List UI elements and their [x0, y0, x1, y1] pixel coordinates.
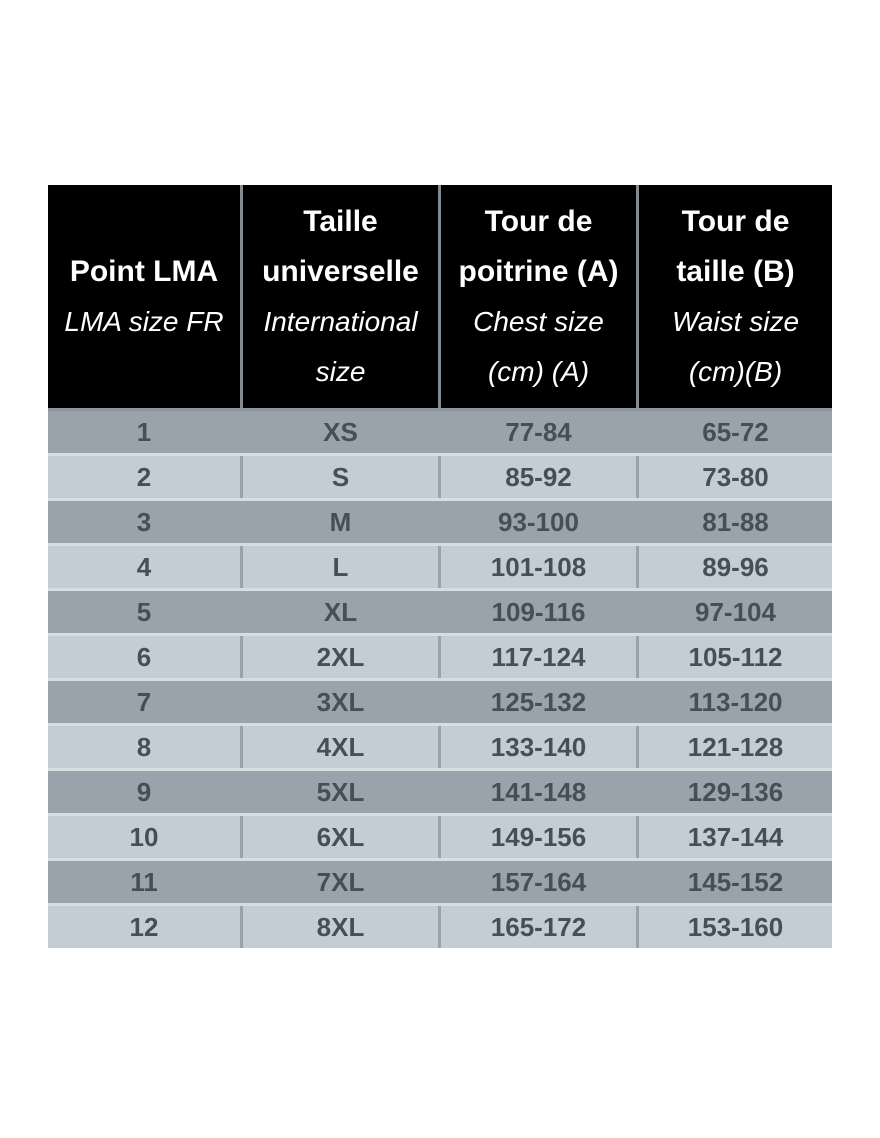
header-title-en: International size: [263, 305, 418, 387]
header-title-fr: Taille universelle: [262, 204, 419, 288]
cell-point-lma: 4: [48, 546, 240, 588]
header-title-en: Chest size (cm) (A): [473, 305, 604, 387]
table-row: [48, 411, 832, 453]
header-title-fr: Tour de poitrine (A): [458, 204, 619, 288]
cell-waist-size: 105-112: [639, 636, 832, 678]
header-title-en: LMA size FR: [64, 305, 224, 337]
header-cell-universal-size: [243, 185, 438, 408]
cell-point-lma: 10: [48, 816, 240, 858]
size-chart-table: [48, 185, 832, 948]
table-row: [48, 816, 832, 858]
table-row: [48, 681, 832, 723]
cell-point-lma: 11: [48, 861, 240, 903]
cell-waist-size: 73-80: [639, 456, 832, 498]
cell-point-lma: 6: [48, 636, 240, 678]
table-row: [48, 501, 832, 543]
cell-chest-size: 149-156: [441, 816, 636, 858]
cell-chest-size: 157-164: [441, 861, 636, 903]
cell-chest-size: 117-124: [441, 636, 636, 678]
table-row: [48, 591, 832, 633]
cell-universal-size: 2XL: [243, 636, 438, 678]
header-title-fr: Tour de taille (B): [676, 204, 795, 288]
cell-chest-size: 101-108: [441, 546, 636, 588]
cell-chest-size: 85-92: [441, 456, 636, 498]
table-row: [48, 546, 832, 588]
cell-waist-size: 137-144: [639, 816, 832, 858]
cell-universal-size: 6XL: [243, 816, 438, 858]
cell-chest-size: 165-172: [441, 906, 636, 948]
cell-waist-size: 89-96: [639, 546, 832, 588]
cell-chest-size: 77-84: [441, 411, 636, 453]
cell-point-lma: 9: [48, 771, 240, 813]
cell-point-lma: 5: [48, 591, 240, 633]
cell-point-lma: 1: [48, 411, 240, 453]
header-title-fr: Point LMA: [69, 254, 219, 288]
cell-universal-size: L: [243, 546, 438, 588]
cell-universal-size: XS: [243, 411, 438, 453]
header-cell-point-lma: [48, 185, 240, 408]
cell-waist-size: 121-128: [639, 726, 832, 768]
header-cell-waist-size: [639, 185, 832, 408]
table-body: [48, 411, 832, 948]
cell-waist-size: 65-72: [639, 411, 832, 453]
table-row: [48, 861, 832, 903]
cell-chest-size: 109-116: [441, 591, 636, 633]
cell-chest-size: 125-132: [441, 681, 636, 723]
header-title-en: Waist size (cm)(B): [671, 305, 800, 387]
table-row: [48, 636, 832, 678]
cell-waist-size: 145-152: [639, 861, 832, 903]
cell-waist-size: 129-136: [639, 771, 832, 813]
cell-universal-size: 4XL: [243, 726, 438, 768]
cell-chest-size: 141-148: [441, 771, 636, 813]
table-row: [48, 726, 832, 768]
cell-waist-size: 113-120: [639, 681, 832, 723]
cell-chest-size: 133-140: [441, 726, 636, 768]
cell-universal-size: S: [243, 456, 438, 498]
header-cell-chest-size: [441, 185, 636, 408]
cell-point-lma: 3: [48, 501, 240, 543]
cell-point-lma: 12: [48, 906, 240, 948]
cell-universal-size: XL: [243, 591, 438, 633]
table-row: [48, 456, 832, 498]
table-row: [48, 771, 832, 813]
cell-waist-size: 81-88: [639, 501, 832, 543]
cell-point-lma: 7: [48, 681, 240, 723]
cell-point-lma: 8: [48, 726, 240, 768]
cell-waist-size: 97-104: [639, 591, 832, 633]
cell-chest-size: 93-100: [441, 501, 636, 543]
cell-universal-size: 5XL: [243, 771, 438, 813]
cell-waist-size: 153-160: [639, 906, 832, 948]
cell-universal-size: 8XL: [243, 906, 438, 948]
cell-universal-size: M: [243, 501, 438, 543]
cell-universal-size: 3XL: [243, 681, 438, 723]
cell-point-lma: 2: [48, 456, 240, 498]
table-header-row: [48, 185, 832, 411]
table-row: [48, 906, 832, 948]
cell-universal-size: 7XL: [243, 861, 438, 903]
